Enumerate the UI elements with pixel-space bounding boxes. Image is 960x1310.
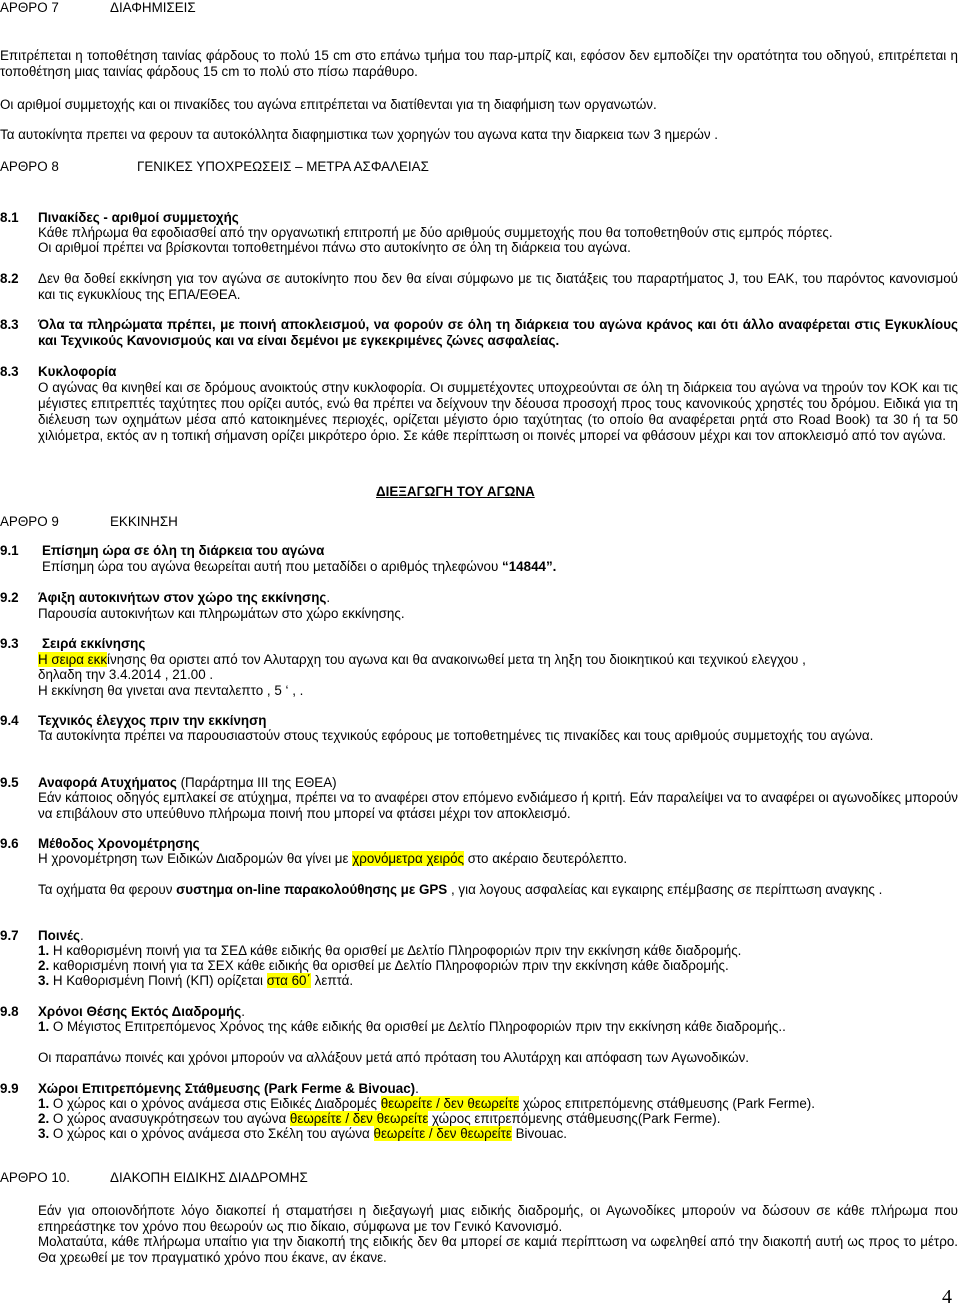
parking-item-3-text-b: Bivouac.	[511, 1126, 567, 1141]
parking-item-3	[38, 1126, 567, 1142]
penalty-item-1	[38, 943, 741, 959]
section-8-3-number: 8.3	[0, 317, 19, 332]
time-phone-number: “14844”.	[502, 559, 557, 574]
article-8-number: ΑΡΘΡΟ 8	[0, 159, 59, 174]
penalty-item-2-number: 2.	[38, 958, 50, 973]
parking-item-2-text-b: χώρος επιτρεπόμενης στάθμευσης(Park Ferme).	[428, 1111, 721, 1126]
section-9-7-number: 9.7	[0, 928, 19, 943]
section-8-3-text: Όλα τα πληρώματα πρέπει, με ποινή αποκλεισμού, να φορούν σε όλη τη διάρκεια του αγώνα κράνος και ότι άλλο αναφέρεται στις Εγκυκλίους και Τεχνικούς Κανονισμούς και να είναι δεμένοι με εγκεκριμένες ζώνες ασφαλείας.	[38, 317, 958, 348]
section-9-1-title: Επίσημη ώρα σε όλη τη διάρκεια του αγώνα	[42, 543, 325, 558]
penalty-item-3-text-a: Η Καθορισμένη Ποινή (ΚΠ) ορίζεται	[49, 973, 267, 988]
section-9-3-line-3: Η εκκίνηση θα γινεται ανα πενταλεπτο , 5 ‘ , .	[38, 683, 304, 698]
section-9-5-text: Εάν κάποιος οδηγός εμπλακεί σε ατύχημα, πρέπει να το αναφέρει στον επόμενο ενδιάμεσο ή κριτή. Εάν παραλείψει να το αναφέρει οι αγωνοδίκες μπορούν να επιβάλουν στο υπεύθυνο πλήρωμα ποινή που μπορεί να φτάσει μέχρι τον αποκλεισμό.	[38, 790, 958, 821]
section-9-6-line-1b: στο ακέραιο δευτερόλεπτο.	[463, 851, 628, 866]
parking-item-2-number: 2.	[38, 1111, 50, 1126]
time-item-1-text: Ο Μέγιστος Επιτρεπόμενος Χρόνος της κάθε ειδικής θα ορισθεί με Δελτίο Πληροφοριών πριν την εκκίνηση κάθε διαδρομής..	[49, 1019, 786, 1034]
section-9-7-title: Ποινές	[38, 928, 81, 943]
section-9-9-title: Χώροι Επιτρεπόμενης Στάθμευσης (Park Ferme & Bivouac)	[38, 1081, 416, 1096]
section-9-1-text: Επίσημη ώρα του αγώνα θεωρείται αυτή που μεταδίδει ο αριθμός τηλεφώνου	[42, 559, 503, 574]
penalty-item-3-number: 3.	[38, 973, 50, 988]
article-7-title: ΔΙΑΦΗΜΙΣΕΙΣ	[110, 0, 196, 15]
section-8-3b-text: Ο αγώνας θα κινηθεί και σε δρόμους ανοικτούς στην κυκλοφορία. Οι συμμετέχοντες υποχρεούνται σε όλη τη διάρκεια του αγώνα να τηρούν τον ΚΟΚ και τις μέγιστες επιτρεπτές ταχύτητες που ορίζει αυτός, ενώ θα πρέπει να δείχνουν την δέουσα προσοχή προς τους κανονικούς χρηστές του δρόμου. Ειδικά για τη διέλευση των οχημάτων μέσα από κατοικημένες περιοχές, ορίζεται μέγιστο όριο ταχύτητας (το οποίο θα αναφέρεται ρητά στο Road Book) τα 30 ή τα 50 χιλιόμετρα, εκτός αν η τοπική σήμανση ορίζει μικρότερο όριο. Σε κάθε περίπτωση οι ποινές μπορεί να φθάσουν μέχρι και τον αποκλεισμό από τον αγώνα.	[38, 380, 958, 443]
conduct-section-header: ΔΙΕΞΑΓΩΓΗ ΤΟΥ ΑΓΩΝΑ	[376, 484, 535, 499]
section-8-2-number: 8.2	[0, 271, 19, 286]
section-9-8-number: 9.8	[0, 1004, 19, 1019]
section-9-2-number: 9.2	[0, 590, 19, 605]
section-8-1-number: 8.1	[0, 210, 19, 225]
gps-tracking-text: συστημα on-line παρακολούθησης με GPS	[176, 882, 448, 897]
time-item-1	[38, 1019, 786, 1035]
section-9-6-line-1a: Η χρονομέτρηση των Ειδικών Διαδρομών θα γίνει με	[38, 851, 353, 866]
section-9-5-title-rest: (Παράρτημα ΙΙΙ της ΕΘΕΑ)	[176, 775, 337, 790]
penalty-item-1-number: 1.	[38, 943, 50, 958]
section-9-6-number: 9.6	[0, 836, 19, 851]
section-9-3-line-2: δηλαδη την 3.4.2014 , 21.00 .	[38, 667, 214, 682]
highlight-parking-3: θεωρείτε / δεν θεωρείτε	[373, 1126, 512, 1141]
article-7-paragraph-3: Τα αυτοκίνητα πρεπει να φερουν τα αυτοκόλλητα διαφημιστικα των χορηγών του αγωνα κατα την διαρκεια των 3 ημερών .	[0, 127, 719, 142]
section-8-1-title: Πινακίδες - αριθμοί συμμετοχής	[38, 210, 239, 225]
time-item-1-number: 1.	[38, 1019, 50, 1034]
penalty-item-2	[38, 958, 729, 974]
section-8-1-line-1: Κάθε πλήρωμα θα εφοδιασθεί από την οργανωτική επιτροπή με δύο αριθμούς συμμετοχής που θα τοποθετηθούν στις εμπρός πόρτες.	[38, 225, 833, 240]
section-9-5-title: Αναφορά Ατυχήματος	[38, 775, 177, 790]
section-9-1-text-line	[42, 559, 556, 575]
section-9-1-number: 9.1	[0, 543, 19, 558]
section-9-4-number: 9.4	[0, 713, 19, 728]
penalty-item-2-text: καθορισμένη ποινή για τα ΣΕΧ κάθε ειδικής θα ορισθεί με Δελτίο Πληροφοριών πριν την εκκίνηση κάθε διαδρομής.	[49, 958, 729, 973]
section-9-6-paragraph-2	[38, 882, 958, 898]
highlight-parking-2: θεωρείτε / δεν θεωρείτε	[289, 1111, 429, 1126]
section-9-5-title-line	[38, 775, 337, 791]
penalty-item-3-text-b: λεπτά.	[310, 973, 354, 988]
section-9-3-line-1-text: ίνησης θα οριστει από τον Αλυταρχη του αγωνα και θα ανακοινωθεί μετα τη ληξη του διοικητικού και τεχνικού ελεγχου ,	[107, 652, 806, 667]
parking-item-1-text-a: Ο χώρος και ο χρόνος ανάμεσα στις Ειδικές Διαδρομές	[49, 1096, 381, 1111]
section-9-8-title-line: Χρόνοι Θέσης Εκτός Διαδρομής.	[38, 1004, 245, 1019]
article-8-title: ΓΕΝΙΚΕΣ ΥΠΟΧΡΕΩΣΕΙΣ – ΜΕΤΡΑ ΑΣΦΑΛΕΙΑΣ	[137, 159, 429, 174]
parking-item-3-text-a: Ο χώρος και ο χρόνος ανάμεσα στο Σκέλη του αγώνα	[49, 1126, 374, 1141]
section-9-4-title: Τεχνικός έλεγχος πριν την εκκίνηση	[38, 713, 267, 728]
highlight-start-order: Η σειρα εκκ	[38, 652, 108, 667]
parking-item-1	[38, 1096, 815, 1112]
article-10-title: ΔΙΑΚΟΠΗ ΕΙΔΙΚΗΣ ΔΙΑΔΡΟΜΗΣ	[110, 1170, 308, 1185]
highlight-60-minutes: στα 60΄	[266, 973, 311, 988]
section-9-7-title-line: Ποινές.	[38, 928, 84, 943]
section-9-6-p2c: , για λογους ασφαλείας και εγκαιρης επέμβασης σε περίπτωση αναγκης .	[447, 882, 883, 897]
page-number: 4	[942, 1286, 952, 1308]
section-9-3-title: Σειρά εκκίνησης	[42, 636, 146, 651]
highlight-parking-1: θεωρείτε / δεν θεωρείτε	[380, 1096, 520, 1111]
article-10-number: ΑΡΘΡΟ 10.	[0, 1170, 70, 1185]
section-9-5-number: 9.5	[0, 775, 19, 790]
penalty-item-3	[38, 973, 353, 989]
section-8-3b-number: 8.3	[0, 364, 19, 379]
section-9-6-p2a: Τα οχήματα θα φερουν	[38, 882, 177, 897]
article-10-paragraph-1: Εάν για οποιονδήποτε λόγο διακοπεί ή σταματήσει η διεξαγωγή μιας ειδικής διαδρομής, οι Αγωνοδίκες μπορούν να δώσουν σε κάθε πλήρωμα που επηρεάστηκε τον χρόνο που θεωρούν ως πιο δίκαιο, σύμφωνα με τον Γενικό Κανονισμό.	[38, 1203, 958, 1234]
article-7-number: ΑΡΘΡΟ 7	[0, 0, 59, 15]
section-9-3-line-1	[38, 652, 806, 668]
parking-item-2	[38, 1111, 720, 1127]
section-9-6-line-1	[38, 851, 627, 867]
section-9-9-title-line: Χώροι Επιτρεπόμενης Στάθμευσης (Park Ferme & Bivouac).	[38, 1081, 419, 1096]
parking-item-1-text-b: χώρος επιτρεπόμενης στάθμευσης (Park Ferme).	[519, 1096, 815, 1111]
section-8-2-text: Δεν θα δοθεί εκκίνηση για τον αγώνα σε αυτοκίνητο που δεν θα είναι σύμφωνο με τις διατάξεις του παραρτήματος J, του ΕΑΚ, του παρόντος κανονισμού και τις εγκυκλίους της ΕΠΑ/ΕΘΕΑ.	[38, 271, 958, 302]
section-9-9-number: 9.9	[0, 1081, 19, 1096]
article-9-number: ΑΡΘΡΟ 9	[0, 514, 59, 529]
penalty-item-1-text: Η καθορισμένη ποινή για τα ΣΕΔ κάθε ειδικής θα ορισθεί με Δελτίο Πληροφοριών πριν την εκκίνηση κάθε διαδρομής.	[49, 943, 742, 958]
section-9-3-number: 9.3	[0, 636, 19, 651]
section-9-2-title-period: .	[326, 590, 331, 605]
section-9-4-text: Τα αυτοκίνητα πρέπει να παρουσιαστούν στους τεχνικούς εφόρους με τοποθετημένες τις πινακίδες και τους αριθμούς συμμετοχής του αγώνα.	[38, 728, 874, 743]
section-9-8-title: Χρόνοι Θέσης Εκτός Διαδρομής	[38, 1004, 242, 1019]
section-9-8-paragraph-2: Οι παραπάνω ποινές και χρόνοι μπορούν να αλλάξουν μετά από πρόταση του Αλυτάρχη και απόφαση των Αγωνοδικών.	[38, 1050, 750, 1065]
parking-item-3-number: 3.	[38, 1126, 50, 1141]
article-7-paragraph-1: Επιτρέπεται η τοποθέτηση ταινίας φάρδους το πολύ 15 cm στο επάνω τμήμα του παρ-μπρίζ και, εφόσον δεν εμποδίζει την ορατότητα του οδηγού, επιτρέπεται η τοποθέτηση μιας ταινίας φάρδους 15 cm το πολύ στο πίσω παράθυρο.	[0, 48, 958, 79]
article-7-paragraph-2: Οι αριθμοί συμμετοχής και οι πινακίδες του αγώνα επιτρέπεται να διατίθενται για τη διαφήμιση των οργανωτών.	[0, 97, 657, 112]
section-9-2-title-line	[38, 590, 330, 606]
parking-item-1-number: 1.	[38, 1096, 50, 1111]
section-8-3b-title: Κυκλοφορία	[38, 364, 117, 379]
section-9-6-title: Μέθοδος Χρονομέτρησης	[38, 836, 200, 851]
section-8-1-line-2: Οι αριθμοί πρέπει να βρίσκονται τοποθετημένοι πάνω στο αυτοκίνητο σε όλη τη διάρκεια του αγώνα.	[38, 240, 631, 255]
section-9-2-title: Άφιξη αυτοκινήτων στον χώρο της εκκίνησης	[38, 590, 327, 605]
highlight-hand-timers: χρονόμετρα χειρός	[352, 851, 464, 866]
article-9-title: ΕΚΚΙΝΗΣΗ	[110, 514, 178, 529]
article-10-paragraph-2: Μολαταύτα, κάθε πλήρωμα υπαίτιο για την διακοπή της ειδικής δεν θα μπορεί σε καμιά περίπτωση να ωφεληθεί από την διακοπή αυτή ως προς το μέτρο. Θα χρεωθεί με τον πραγματικό χρόνο που έκανε, αν έκανε.	[38, 1234, 958, 1265]
section-9-2-text: Παρουσία αυτοκινήτων και πληρωμάτων στο χώρο εκκίνησης.	[38, 606, 405, 621]
parking-item-2-text-a: Ο χώρος ανασυγκρότησεων του αγώνα	[49, 1111, 290, 1126]
